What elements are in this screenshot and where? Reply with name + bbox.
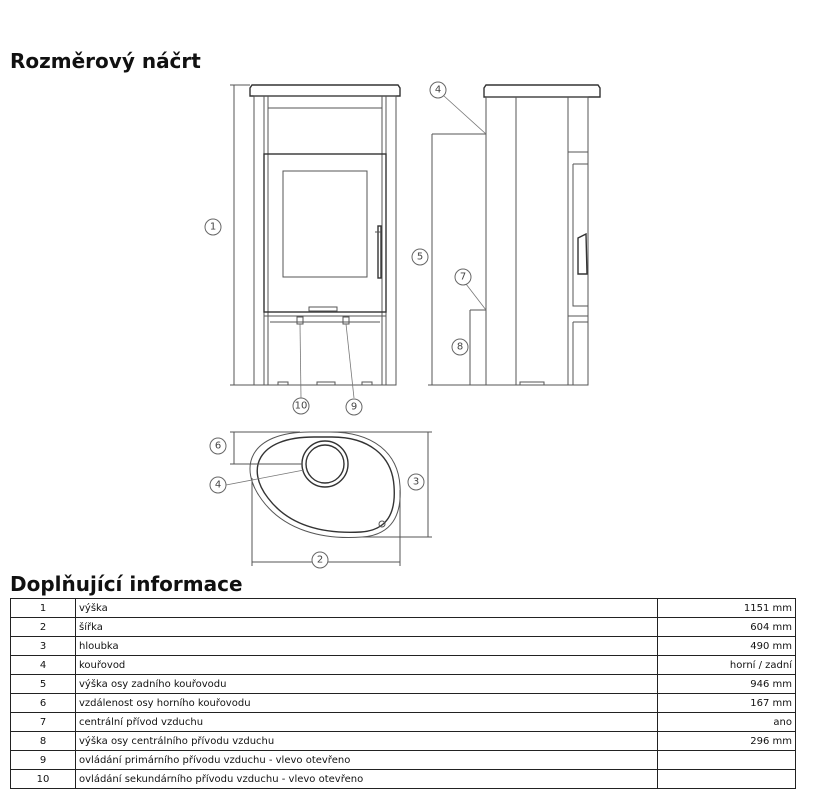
svg-text:2: 2 — [316, 554, 324, 566]
row-value: horní / zadní — [657, 656, 795, 675]
row-label: výška — [76, 599, 658, 618]
row-value: 490 mm — [657, 637, 795, 656]
table-row — [11, 713, 796, 732]
callout-5 — [412, 249, 428, 265]
row-label: vzdálenost osy horního kouřovodu — [76, 694, 658, 713]
row-value: 167 mm — [657, 694, 795, 713]
table-row — [11, 599, 796, 618]
row-number: 7 — [11, 713, 76, 732]
callout-3 — [408, 474, 424, 490]
row-value: 1151 mm — [657, 599, 795, 618]
row-number: 9 — [11, 751, 76, 770]
svg-text:1: 1 — [209, 221, 217, 233]
row-label: hloubka — [76, 637, 658, 656]
row-label: výška osy centrálního přívodu vzduchu — [76, 732, 658, 751]
row-label: šířka — [76, 618, 658, 637]
callout-2 — [312, 552, 328, 568]
row-label: výška osy zadního kouřovodu — [76, 675, 658, 694]
row-value: 296 mm — [657, 732, 795, 751]
table-row — [11, 770, 796, 789]
svg-text:4: 4 — [214, 479, 222, 491]
table-row — [11, 694, 796, 713]
svg-text:8: 8 — [456, 341, 464, 353]
table-row — [11, 732, 796, 751]
sketch-title: Rozměrový náčrt — [10, 49, 201, 73]
callout-4-side — [430, 82, 446, 98]
row-value — [657, 770, 795, 789]
row-number: 4 — [11, 656, 76, 675]
row-number: 3 — [11, 637, 76, 656]
row-number: 10 — [11, 770, 76, 789]
row-value: ano — [657, 713, 795, 732]
callout-6 — [210, 438, 226, 454]
row-label: ovládání sekundárního přívodu vzduchu - vlevo otevřeno — [76, 770, 658, 789]
row-label: centrální přívod vzduchu — [76, 713, 658, 732]
svg-text:10: 10 — [294, 400, 308, 412]
callout-10 — [293, 398, 309, 414]
svg-text:5: 5 — [416, 251, 424, 263]
row-value: 604 mm — [657, 618, 795, 637]
side-view — [428, 85, 600, 385]
table-row — [11, 675, 796, 694]
svg-text:3: 3 — [412, 476, 420, 488]
row-number: 8 — [11, 732, 76, 751]
svg-text:4: 4 — [434, 84, 442, 96]
row-number: 2 — [11, 618, 76, 637]
svg-text:6: 6 — [214, 440, 222, 452]
info-title: Doplňující informace — [10, 572, 243, 596]
row-label: ovládání primárního přívodu vzduchu - vlevo otevřeno — [76, 751, 658, 770]
row-value — [657, 751, 795, 770]
table-row — [11, 637, 796, 656]
callout-9 — [346, 399, 362, 415]
row-value: 946 mm — [657, 675, 795, 694]
row-label: kouřovod — [76, 656, 658, 675]
top-view — [226, 432, 432, 566]
row-number: 1 — [11, 599, 76, 618]
callout-7 — [455, 269, 471, 285]
callout-4-top — [210, 477, 226, 493]
callout-8 — [452, 339, 468, 355]
table-row — [11, 751, 796, 770]
svg-text:9: 9 — [350, 401, 358, 413]
row-number: 6 — [11, 694, 76, 713]
info-table — [10, 598, 796, 789]
svg-text:7: 7 — [459, 271, 467, 283]
front-view — [230, 85, 400, 398]
table-row — [11, 618, 796, 637]
callout-1 — [205, 219, 221, 235]
row-number: 5 — [11, 675, 76, 694]
table-row — [11, 656, 796, 675]
